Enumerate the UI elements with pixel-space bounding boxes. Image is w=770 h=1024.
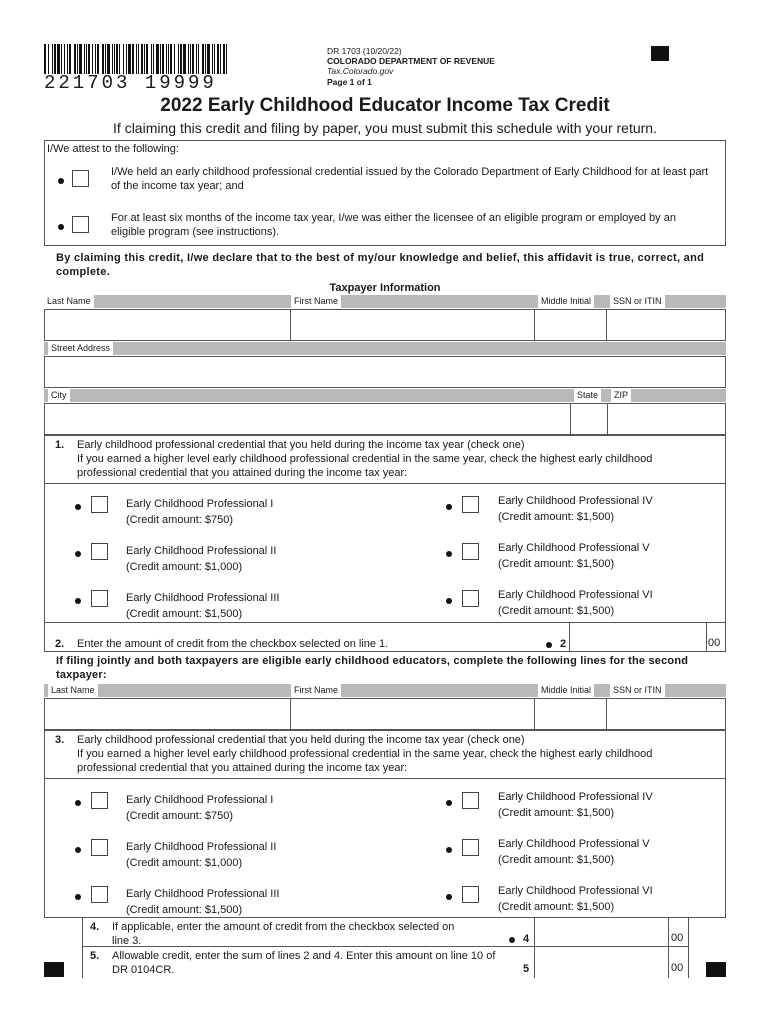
line5-box-number: 5: [523, 963, 530, 975]
form-id: DR 1703 (10/20/22): [327, 46, 402, 56]
barcode-bar: [95, 44, 96, 74]
line3-number: 3.: [55, 734, 65, 746]
line3-option-checkbox[interactable]: [91, 792, 108, 809]
line1-option-amount: (Credit amount: $1,000): [126, 561, 243, 573]
barcode-bar: [170, 44, 172, 74]
line3-option-checkbox[interactable]: [91, 886, 108, 903]
barcode-bar: [97, 44, 99, 74]
barcode-bar: [54, 44, 56, 74]
barcode-bar: [160, 44, 161, 74]
attest-checkbox-2[interactable]: [72, 216, 89, 233]
barcode-bar: [64, 44, 65, 74]
barcode-bar: [48, 44, 49, 74]
barcode-bar: [116, 44, 118, 74]
line1-option-label: Early Childhood Professional II: [126, 545, 277, 557]
registration-mark: [651, 46, 669, 61]
line1-option-amount: (Credit amount: $1,500): [498, 558, 615, 570]
barcode-bar: [178, 44, 179, 74]
barcode-bar: [138, 44, 139, 74]
attest-item-1: I/We held an early childhood professional credential issued by the Colorado Department of Early Childhood for at least part of the income tax year; and: [111, 166, 709, 192]
barcode-bar: [61, 44, 62, 74]
first-name-input[interactable]: [290, 309, 535, 341]
line3-instruction: If you earned a higher level early childhood professional credential in the same year, check the highest early childhood professional credential that you attained during the income tax year:: [77, 748, 653, 774]
barcode-bar: [174, 44, 175, 74]
line1-text: Early childhood professional credential that you held during the income tax year (check one): [77, 439, 525, 451]
barcode-bar: [153, 44, 154, 74]
declaration: By claiming this credit, I/we declare that to the best of my/our knowledge and belief, this affidavit is true, correct, and complete.: [56, 252, 705, 278]
line3-option-label: Early Childhood Professional V: [498, 838, 650, 850]
attest-item-2: For at least six months of the income tax year, I/we was either the licensee of an eligible program or employed by an eligible program (see instructions).: [111, 212, 676, 238]
barcode-bar: [114, 44, 115, 74]
registration-mark: [706, 962, 726, 977]
last-name-label: Last Name: [44, 295, 94, 308]
barcode-bar: [168, 44, 169, 74]
line1-option-amount: (Credit amount: $1,500): [498, 511, 615, 523]
last-name-input-2[interactable]: [44, 698, 291, 730]
barcode-bar: [69, 44, 71, 74]
barcode-bar: [217, 44, 219, 74]
barcode-bar: [88, 44, 90, 74]
line1-option-checkbox[interactable]: [91, 496, 108, 513]
line5-cents: 00: [671, 962, 684, 974]
form-subtitle: If claiming this credit and filing by paper, you must submit this schedule with your return.: [113, 120, 657, 136]
ssn-input[interactable]: [606, 309, 726, 341]
line3-option-label: Early Childhood Professional IV: [498, 791, 653, 803]
bullet: [75, 800, 81, 806]
barcode-bar: [136, 44, 137, 74]
form-title: 2022 Early Childhood Educator Income Tax Credit: [160, 95, 610, 116]
line1-option-checkbox[interactable]: [91, 543, 108, 560]
barcode-bar: [84, 44, 85, 74]
barcode-bar: [79, 44, 82, 74]
attest-checkbox-1[interactable]: [72, 170, 89, 187]
line1-option-amount: (Credit amount: $1,500): [498, 605, 615, 617]
barcode-bar: [220, 44, 221, 74]
barcode-bar: [141, 44, 143, 74]
zip-label: ZIP: [611, 389, 631, 402]
line3-option-checkbox[interactable]: [462, 886, 479, 903]
line5-number: 5.: [90, 950, 100, 962]
first-name-label-2: First Name: [291, 684, 341, 697]
line5-amount-input[interactable]: [535, 947, 668, 977]
barcode: [44, 44, 254, 74]
taxpayer-heading: Taxpayer Information: [329, 282, 441, 294]
line3-option-amount: (Credit amount: $1,500): [498, 854, 615, 866]
line1-number: 1.: [55, 439, 65, 451]
line3-option-checkbox[interactable]: [91, 839, 108, 856]
last-name-input[interactable]: [44, 309, 291, 341]
bullet: [446, 504, 452, 510]
line2-text: Enter the amount of credit from the checkbox selected on line 1.: [77, 638, 389, 650]
line4-text: If applicable, enter the amount of credit from the checkbox selected on line 3.: [112, 921, 455, 947]
barcode-bar: [112, 44, 113, 74]
line4-amount-input[interactable]: [535, 919, 668, 946]
line2-number: 2.: [55, 638, 65, 650]
bullet: [75, 598, 81, 604]
ssn-label-2: SSN or ITIN: [610, 684, 665, 697]
bullet: [446, 847, 452, 853]
state-label: State: [574, 389, 601, 402]
line4-cents: 00: [671, 932, 684, 944]
line3-option-amount: (Credit amount: $1,500): [126, 904, 243, 916]
line1-option-checkbox[interactable]: [91, 590, 108, 607]
line2-box-number: 2: [560, 638, 567, 650]
line1-option-checkbox[interactable]: [462, 496, 479, 513]
bullet: [509, 937, 515, 943]
barcode-bar: [107, 44, 110, 74]
middle-initial-input-2[interactable]: [534, 698, 607, 730]
department-name: COLORADO DEPARTMENT OF REVENUE: [327, 56, 495, 66]
line1-option-amount: (Credit amount: $1,500): [126, 608, 243, 620]
last-name-label-2: Last Name: [48, 684, 98, 697]
bullet: [446, 598, 452, 604]
zip-input[interactable]: [607, 403, 726, 435]
attest-intro: I/We attest to the following:: [47, 143, 179, 155]
line4-number: 4.: [90, 921, 100, 933]
line1-option-label: Early Childhood Professional V: [498, 542, 650, 554]
line3-option-label: Early Childhood Professional II: [126, 841, 277, 853]
line1-option-label: Early Childhood Professional VI: [498, 589, 653, 601]
barcode-bar: [67, 44, 68, 74]
line3-text: Early childhood professional credential that you held during the income tax year (check one): [77, 734, 525, 746]
bullet: [446, 551, 452, 557]
barcode-bar: [146, 44, 148, 74]
divider: [688, 918, 689, 978]
line1-option-amount: (Credit amount: $750): [126, 514, 233, 526]
barcode-bar: [190, 44, 191, 74]
barcode-bar: [156, 44, 159, 74]
barcode-bar: [202, 44, 204, 74]
barcode-bar: [223, 44, 225, 74]
barcode-bar: [198, 44, 199, 74]
line3-option-checkbox[interactable]: [462, 839, 479, 856]
barcode-bar: [188, 44, 189, 74]
ssn-input-2[interactable]: [606, 698, 726, 730]
barcode-bar: [92, 44, 93, 74]
barcode-bar: [180, 44, 182, 74]
barcode-bar: [128, 44, 131, 74]
line2-cents: 00: [708, 637, 721, 649]
barcode-bar: [77, 44, 78, 74]
line1-option-label: Early Childhood Professional III: [126, 592, 280, 604]
barcode-bar: [166, 44, 167, 74]
barcode-bar: [102, 44, 104, 74]
ssn-label: SSN or ITIN: [610, 295, 665, 308]
line3-option-label: Early Childhood Professional I: [126, 794, 274, 806]
barcode-bar: [183, 44, 186, 74]
divider: [706, 622, 707, 652]
barcode-bar: [196, 44, 197, 74]
line1-instruction: If you earned a higher level early childhood professional credential in the same year, check the highest early childhood professional credential that you attained during the income tax year:: [77, 453, 653, 479]
bullet: [446, 800, 452, 806]
city-label: City: [48, 389, 70, 402]
line1-option-checkbox[interactable]: [462, 543, 479, 560]
barcode-bar: [192, 44, 194, 74]
line3-option-amount: (Credit amount: $1,000): [126, 857, 243, 869]
barcode-bar: [205, 44, 206, 74]
website: Tax.Colorado.gov: [327, 66, 394, 76]
line3-option-amount: (Credit amount: $1,500): [498, 807, 615, 819]
barcode-bar: [119, 44, 120, 74]
barcode-bar: [151, 44, 152, 74]
divider: [668, 918, 669, 978]
line3-option-amount: (Credit amount: $750): [126, 810, 233, 822]
line1-option-checkbox[interactable]: [462, 590, 479, 607]
page-number: Page 1 of 1: [327, 77, 372, 87]
barcode-bar: [126, 44, 127, 74]
barcode-bar: [52, 44, 53, 74]
barcode-bar: [44, 44, 46, 74]
bullet: [75, 504, 81, 510]
divider: [82, 918, 83, 978]
barcode-bar: [105, 44, 106, 74]
line3-option-amount: (Credit amount: $1,500): [498, 901, 615, 913]
barcode-bar: [123, 44, 124, 74]
barcode-bar: [162, 44, 164, 74]
line3-option-label: Early Childhood Professional VI: [498, 885, 653, 897]
barcode-bar: [144, 44, 145, 74]
barcode-bar: [132, 44, 134, 74]
line1-option-label: Early Childhood Professional I: [126, 498, 274, 510]
barcode-bar: [86, 44, 87, 74]
barcode-bar: [207, 44, 210, 74]
barcode-bar: [214, 44, 215, 74]
joint-filing-note: If filing jointly and both taxpayers are eligible early childhood educators, complete the following lines for the second taxpayer:: [56, 655, 689, 681]
divider: [44, 483, 726, 484]
bullet: [75, 551, 81, 557]
label-bar: [44, 342, 726, 355]
middle-initial-input[interactable]: [534, 309, 607, 341]
middle-initial-label: Middle Initial: [538, 295, 594, 308]
line4-box-number: 4: [523, 933, 530, 945]
city-input[interactable]: [44, 403, 571, 435]
bullet: [58, 178, 64, 184]
street-input[interactable]: [44, 356, 726, 388]
first-name-label: First Name: [291, 295, 341, 308]
barcode-bar: [226, 44, 227, 74]
line5-text: Allowable credit, enter the sum of lines 2 and 4. Enter this amount on line 10 of DR 0104CR.: [112, 950, 496, 976]
barcode-bar: [212, 44, 213, 74]
bullet: [58, 224, 64, 230]
barcode-bar: [74, 44, 76, 74]
bullet: [75, 894, 81, 900]
bullet: [446, 894, 452, 900]
divider: [44, 778, 726, 779]
first-name-input-2[interactable]: [290, 698, 535, 730]
line1-option-label: Early Childhood Professional IV: [498, 495, 653, 507]
state-input[interactable]: [570, 403, 608, 435]
barcode-number: 221703 19999: [44, 72, 217, 94]
street-label: Street Address: [48, 342, 113, 355]
bullet: [546, 642, 552, 648]
line3-option-label: Early Childhood Professional III: [126, 888, 280, 900]
line2-amount-input[interactable]: [570, 623, 706, 651]
barcode-bar: [57, 44, 60, 74]
registration-mark: [44, 962, 64, 977]
middle-initial-label-2: Middle Initial: [538, 684, 594, 697]
bullet: [75, 847, 81, 853]
line3-option-checkbox[interactable]: [462, 792, 479, 809]
